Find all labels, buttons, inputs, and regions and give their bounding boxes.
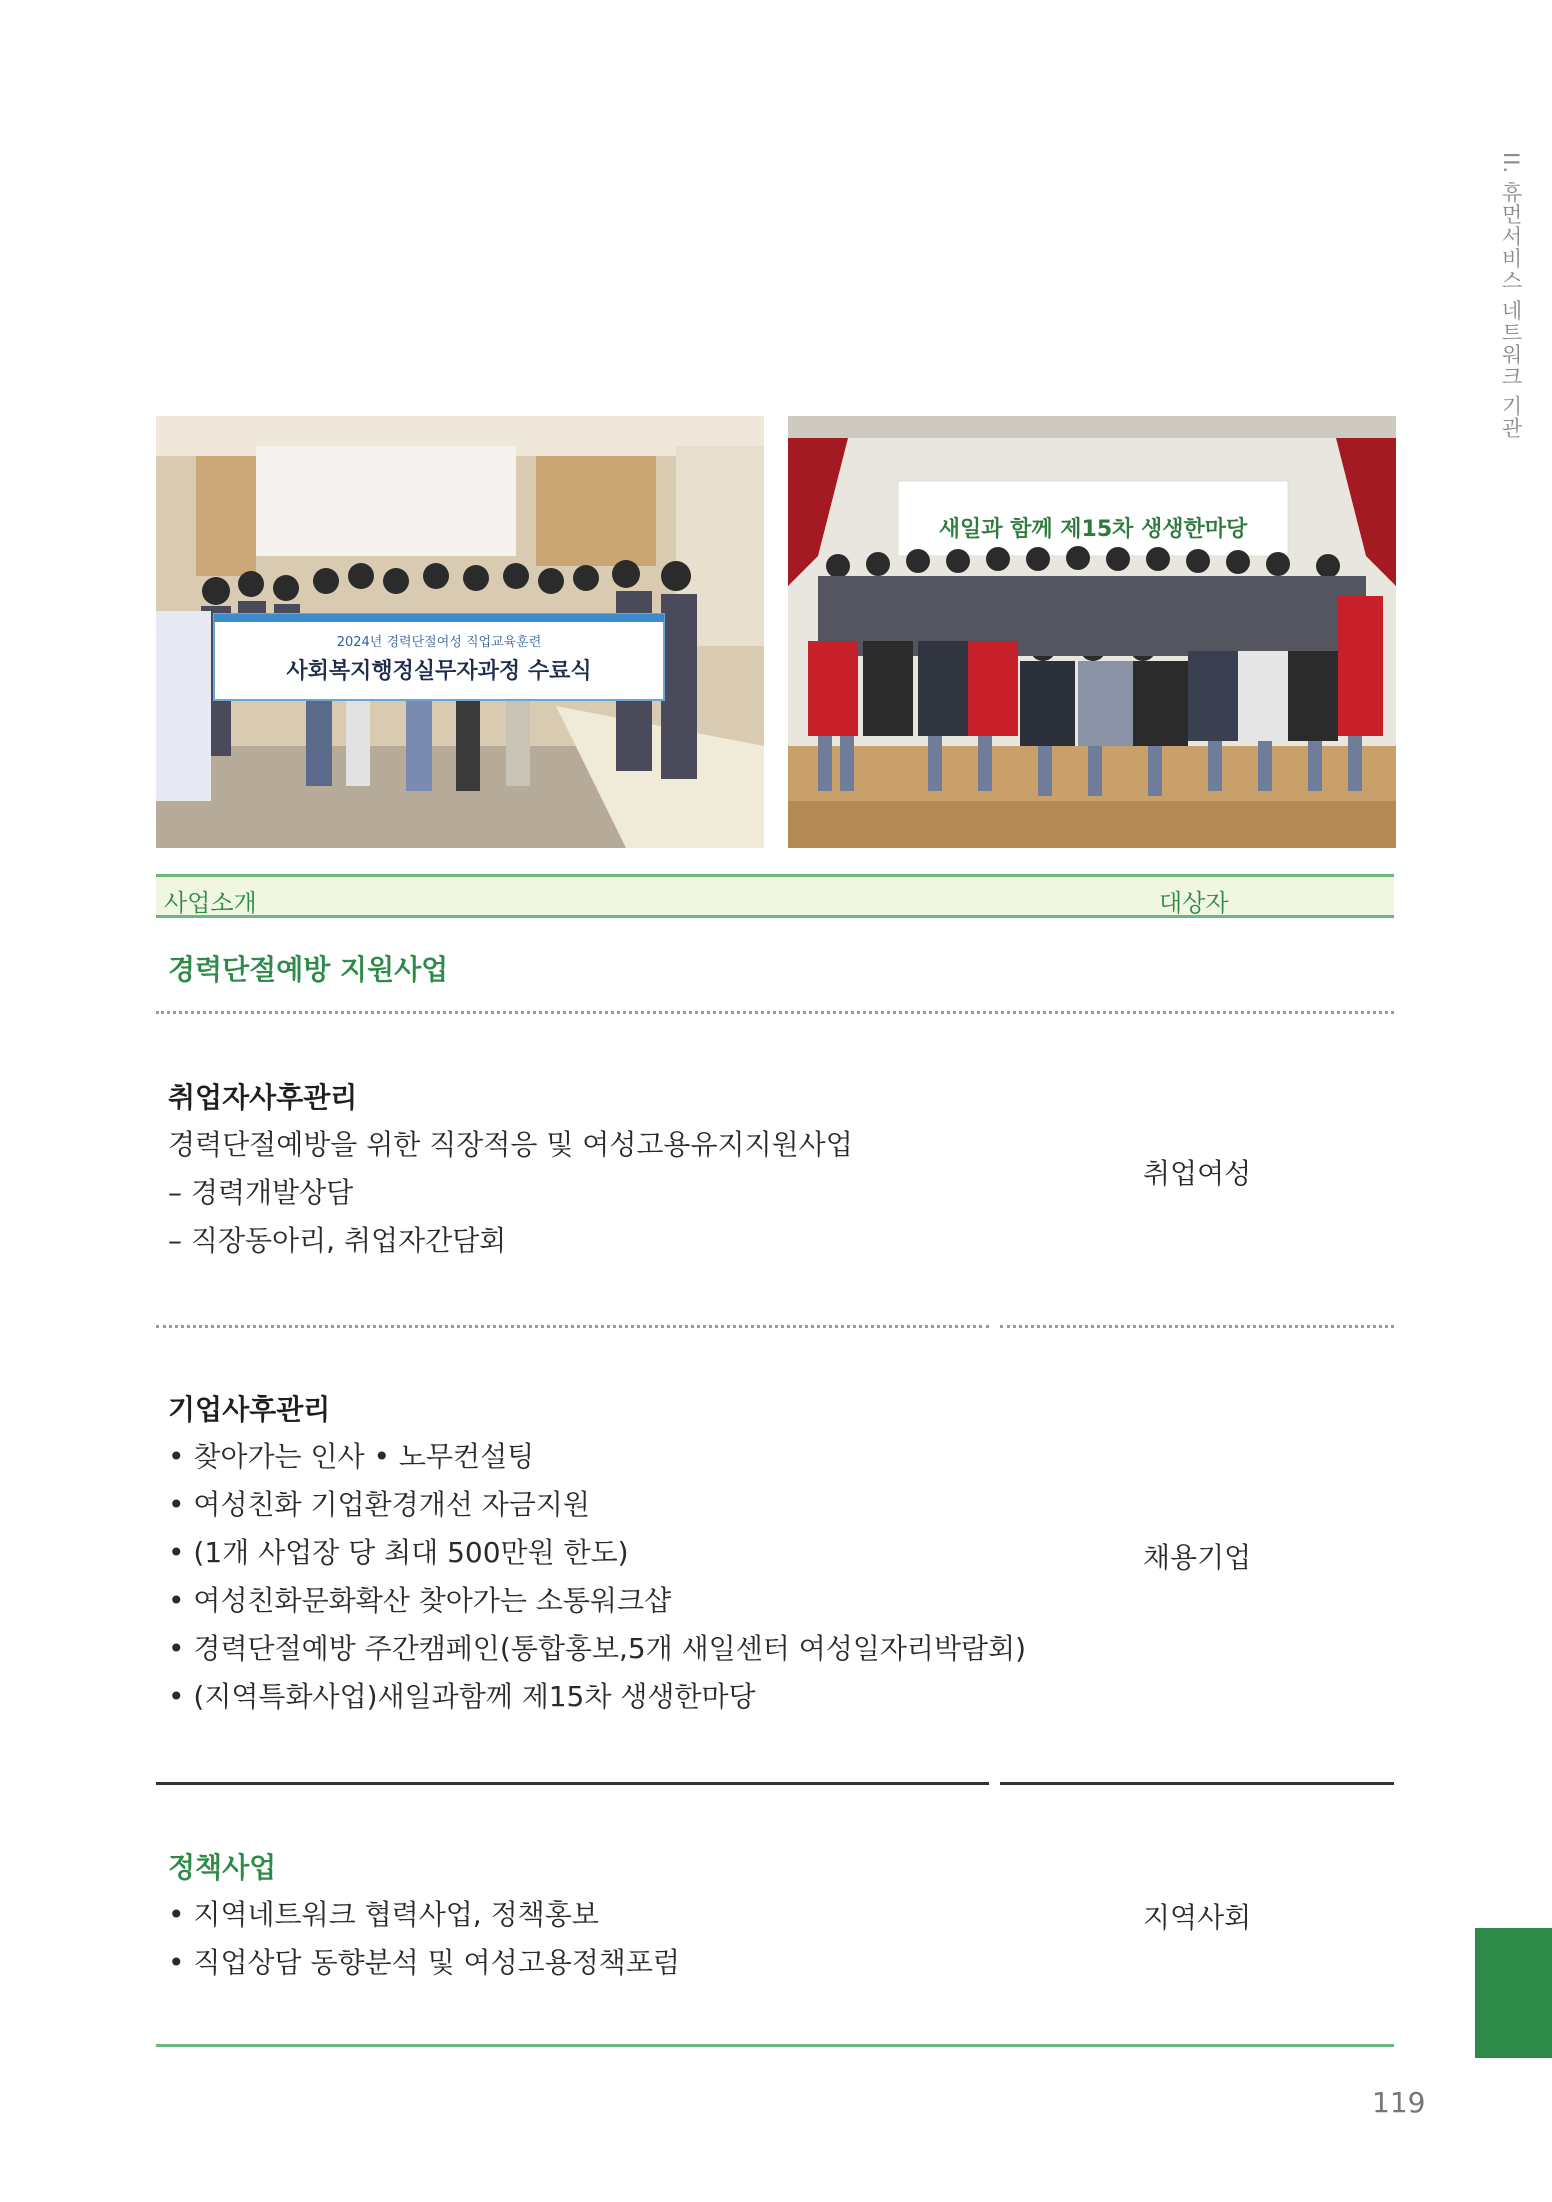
list-item: • 직업상담 동향분석 및 여성고용정책포럼 <box>168 1946 680 1979</box>
target-hiring-companies: 채용기업 <box>1143 1541 1252 1574</box>
list-item: • 여성친화 기업환경개선 자금지원 <box>168 1488 590 1521</box>
photo-graduation-ceremony <box>156 416 764 848</box>
target-employed-women: 취업여성 <box>1143 1157 1252 1190</box>
right-banner-main-text: 새일과 함께 제15차 생생한마당 <box>938 517 1248 542</box>
list-item: – 경력개발상담 <box>168 1176 354 1209</box>
chapter-side-label: II. 휴먼서비스 네트워크 기관 <box>1499 152 1523 440</box>
group-divider-left <box>156 1782 989 1785</box>
left-banner-main-text: 사회복지행정실무자과정 수료식 <box>286 659 592 684</box>
photo-event-gathering <box>788 416 1396 848</box>
item-title-employee-followup: 취업자사후관리 <box>168 1081 358 1114</box>
item-lines-employee-followup <box>168 1121 853 1265</box>
list-item: • 지역네트워크 협력사업, 정책홍보 <box>168 1898 599 1931</box>
list-item: • (지역특화사업)새일과함께 제15차 생생한마당 <box>168 1680 756 1713</box>
list-item: • 찾아가는 인사 • 노무컨설팅 <box>168 1440 535 1473</box>
target-local-community: 지역사회 <box>1143 1901 1252 1934</box>
header-program-intro: 사업소개 <box>164 889 257 917</box>
section-title-career-break-prevention: 경력단절예방 지원사업 <box>168 953 449 986</box>
item-title-company-followup: 기업사후관리 <box>168 1393 331 1426</box>
left-banner-small-text: 2024년 경력단절여성 직업교육훈련 <box>336 635 542 650</box>
page-number: 119 <box>1372 2086 1426 2119</box>
list-item: • 경력단절예방 주간캠페인(통합홍보,5개 새일센터 여성일자리박람회) <box>168 1632 1027 1665</box>
table-bottom-rule <box>156 2044 1394 2047</box>
group-divider-right <box>1000 1782 1394 1785</box>
section-divider <box>156 1011 1394 1014</box>
header-target: 대상자 <box>1159 889 1229 917</box>
list-item: 경력단절예방을 위한 직장적응 및 여성고용유지지원사업 <box>168 1128 853 1161</box>
list-item: • 여성친화문화확산 찾아가는 소통워크샵 <box>168 1584 672 1617</box>
row-divider-left <box>156 1325 989 1328</box>
item-lines-company-followup <box>168 1433 1026 1721</box>
item-lines-policy-program <box>168 1891 680 1987</box>
list-item: • (1개 사업장 당 최대 500만원 한도) <box>168 1536 629 1569</box>
list-item: – 직장동아리, 취업자간담회 <box>168 1224 507 1257</box>
section-title-policy-program: 정책사업 <box>168 1851 277 1884</box>
row-divider-right <box>1000 1325 1394 1328</box>
table-header <box>156 874 1394 918</box>
chapter-tab-marker <box>1475 1928 1552 2058</box>
